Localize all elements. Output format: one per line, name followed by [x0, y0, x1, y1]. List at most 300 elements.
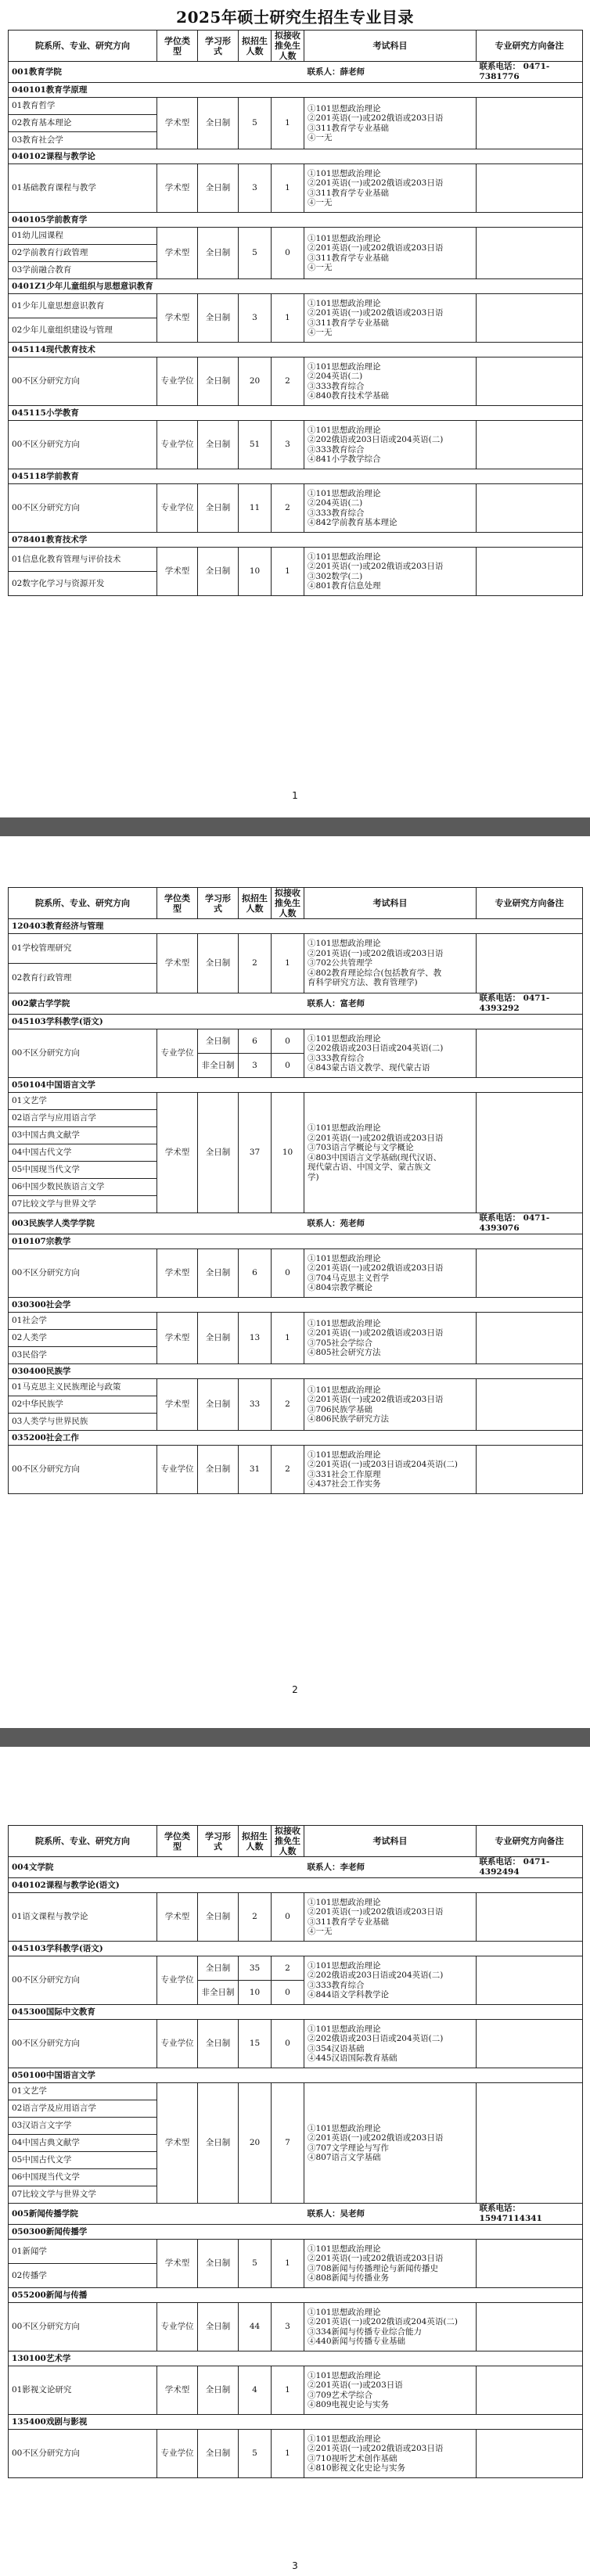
exam-subjects: [304, 548, 477, 596]
direction-name: 03中国古典文献学: [9, 1127, 157, 1144]
exam-line: ②202俄语或203日语或204英语(二): [308, 435, 444, 444]
direction-name: 02人类学: [9, 1330, 157, 1347]
direction-row: [9, 484, 583, 533]
direction-row: [9, 2020, 583, 2068]
major-row: [9, 279, 583, 294]
exam-line: ①101思想政治理论: [308, 1450, 381, 1460]
degree-type: 学术型: [157, 1249, 198, 1298]
direction-row: [9, 1029, 583, 1054]
study-mode: 全日制: [198, 1379, 239, 1431]
direction-name: 06中国现当代文学: [9, 2169, 157, 2186]
recommended-count: 3: [272, 2303, 304, 2351]
college-name: 004文学院: [9, 1857, 239, 1878]
exam-line: ①101思想政治理论: [308, 2370, 381, 2380]
direction-notes: [477, 421, 583, 469]
major-row: [9, 406, 583, 421]
exam-line: ①101思想政治理论: [308, 2244, 381, 2254]
exam-line: ②201英语(一)或202俄语或203日语: [308, 948, 444, 958]
exam-line: ④一无: [308, 328, 333, 337]
direction-name: 03汉语言文字学: [9, 2118, 157, 2135]
direction-name: 04中国古代文学: [9, 1144, 157, 1162]
college-contact: 联系人：富老师: [304, 993, 477, 1015]
planned-count: 3: [239, 294, 272, 343]
major-row: [9, 2225, 583, 2240]
catalog-page-1: [0, 0, 590, 817]
exam-line: ①101思想政治理论: [308, 2123, 381, 2133]
header-row: [9, 888, 583, 919]
study-mode: 全日制: [198, 294, 239, 343]
exam-line: ②201英语(一)或202俄语或203日语: [308, 178, 444, 188]
exam-line: ④一无: [308, 1927, 333, 1936]
exam-line: ①101思想政治理论: [308, 1123, 381, 1133]
direction-notes: [477, 1893, 583, 1942]
direction-name: 00不区分研究方向: [9, 2303, 157, 2351]
study-mode: 全日制: [198, 2083, 239, 2204]
direction-name: 05中国现当代文学: [9, 1162, 157, 1179]
college-contact: 联系人：李老师: [304, 1857, 477, 1878]
major-row: [9, 2288, 583, 2303]
degree-type: 学术型: [157, 1893, 198, 1942]
exam-subjects: [304, 2303, 477, 2351]
exam-line: ③302数学(二): [308, 571, 363, 581]
direction-notes: [477, 2303, 583, 2351]
recommended-count: 2: [272, 1379, 304, 1431]
exam-line: ①101思想政治理论: [308, 1960, 381, 1971]
direction-notes: [477, 2083, 583, 2204]
exam-line: ③333教育综合: [308, 381, 365, 391]
planned-count: 15: [239, 2020, 272, 2068]
direction-notes: [477, 934, 583, 993]
column-header: 院系所、专业、研究方向: [9, 1826, 157, 1857]
page-number: 3: [292, 2560, 298, 2571]
recommended-count: 0: [272, 1893, 304, 1942]
exam-line: ①101思想政治理论: [308, 1033, 381, 1044]
exam-line: ②204英语(二): [308, 372, 363, 381]
planned-count: 20: [239, 357, 272, 406]
study-mode: 全日制: [198, 548, 239, 596]
exam-line: ③709艺术学综合: [308, 2390, 373, 2400]
exam-subjects: [304, 2366, 477, 2415]
exam-line: ③333教育综合: [308, 508, 365, 518]
direction-row: [9, 2083, 583, 2100]
exam-subjects: [304, 1313, 477, 1364]
exam-line: ③311教育学专业基础: [308, 1917, 390, 1927]
major-row: [9, 533, 583, 548]
exam-line: ④445汉语国际教育基础: [308, 2053, 398, 2063]
exam-line: ④840教育技术学基础: [308, 391, 390, 401]
exam-line: ④808新闻与传播业务: [308, 2273, 390, 2283]
study-mode: 全日制: [198, 98, 239, 149]
exam-line: ①101思想政治理论: [308, 168, 381, 178]
exam-line: ②204英语(二): [308, 498, 363, 508]
study-mode: 全日制: [198, 1313, 239, 1364]
exam-line: 学): [308, 1172, 319, 1182]
exam-subjects: [304, 421, 477, 469]
degree-type: 专业学位: [157, 421, 198, 469]
study-mode: 全日制: [198, 1956, 239, 1981]
recommended-count: 0: [272, 1054, 304, 1078]
column-header: 拟接收推免生人数: [272, 888, 304, 919]
direction-row: [9, 1379, 583, 1396]
degree-type: 学术型: [157, 548, 198, 596]
planned-count: 11: [239, 484, 272, 533]
study-mode: 全日制: [198, 934, 239, 993]
major-row: [9, 1942, 583, 1956]
catalog-table-page-3: [8, 1825, 583, 2478]
recommended-count: 1: [272, 98, 304, 149]
column-header: 拟招生人数: [239, 31, 272, 62]
degree-type: 学术型: [157, 98, 198, 149]
direction-name: 02学前教育行政管理: [9, 245, 157, 262]
exam-line: ④809电视史论与实务: [308, 2400, 390, 2409]
major-row: [9, 469, 583, 484]
recommended-count: 0: [272, 228, 304, 279]
study-mode: 非全日制: [198, 1054, 239, 1078]
recommended-count: 2: [272, 357, 304, 406]
college-contact: 联系人：薛老师: [304, 62, 477, 83]
column-header: 学位类型: [157, 888, 198, 919]
exam-line: ②201英语(一)或202俄语或203日语: [308, 1907, 444, 1917]
direction-notes: [477, 2020, 583, 2068]
exam-line: ④437社会工作实务: [308, 1479, 381, 1489]
study-mode: 全日制: [198, 2430, 239, 2478]
direction-name: 01文艺学: [9, 1093, 157, 1110]
direction-name: 01教育哲学: [9, 98, 157, 115]
exam-line: ①101思想政治理论: [308, 939, 381, 949]
page-number: 1: [292, 790, 298, 801]
exam-line: ③706民族学基础: [308, 1404, 373, 1414]
planned-count: 2: [239, 1893, 272, 1942]
exam-line: ①101思想政治理论: [308, 551, 381, 562]
planned-count: 33: [239, 1379, 272, 1431]
direction-row: [9, 1313, 583, 1330]
degree-type: 专业学位: [157, 1956, 198, 2005]
direction-name: 00不区分研究方向: [9, 2430, 157, 2478]
direction-notes: [477, 1313, 583, 1364]
column-header: 专业研究方向备注: [477, 1826, 583, 1857]
exam-line: ④440新闻与传播专业基础: [308, 2337, 406, 2346]
study-mode: 全日制: [198, 164, 239, 213]
major-name: 045300国际中文教育: [9, 2005, 583, 2020]
exam-line: ③705社会学综合: [308, 1338, 373, 1348]
direction-name: 00不区分研究方向: [9, 1446, 157, 1494]
catalog-page-3: [0, 1747, 590, 2576]
direction-name: 02少年儿童组织建设与管理: [9, 318, 157, 343]
exam-line: ②201英语(一)或202俄语或203日语: [308, 2254, 444, 2263]
major-row: [9, 1015, 583, 1029]
recommended-count: 1: [272, 294, 304, 343]
page-number: 2: [292, 1684, 298, 1695]
column-header: 专业研究方向备注: [477, 888, 583, 919]
column-header: 学位类型: [157, 1826, 198, 1857]
planned-count: 5: [239, 98, 272, 149]
direction-name: 03民俗学: [9, 1347, 157, 1364]
exam-line: ①101思想政治理论: [308, 2024, 381, 2034]
degree-type: 专业学位: [157, 2020, 198, 2068]
college-row: [9, 2204, 583, 2225]
college-phone: 联系电话： 15947114341: [477, 2204, 583, 2225]
degree-type: 学术型: [157, 1379, 198, 1431]
study-mode: 全日制: [198, 2366, 239, 2415]
column-header: 拟接收推免生人数: [272, 1826, 304, 1857]
exam-subjects: [304, 164, 477, 213]
column-header: 学习形式: [198, 1826, 239, 1857]
direction-row: [9, 228, 583, 245]
degree-type: 学术型: [157, 1313, 198, 1364]
major-name: 0401Z1少年儿童组织与思想意识教育: [9, 279, 583, 294]
direction-name: 00不区分研究方向: [9, 1249, 157, 1298]
college-row: [9, 62, 583, 83]
direction-name: 00不区分研究方向: [9, 1029, 157, 1078]
document-title: 2025年硕士研究生招生专业目录: [176, 8, 414, 27]
direction-notes: [477, 2240, 583, 2288]
planned-count: 10: [239, 1981, 272, 2005]
college-row: [9, 1857, 583, 1878]
direction-name: 00不区分研究方向: [9, 421, 157, 469]
major-name: 045103学科教学(语文): [9, 1942, 583, 1956]
catalog-page-2: [0, 836, 590, 1728]
major-row: [9, 1078, 583, 1093]
major-row: [9, 1234, 583, 1249]
column-header: 学习形式: [198, 31, 239, 62]
exam-line: ④804宗教学概论: [308, 1283, 373, 1292]
exam-line: ①101思想政治理论: [308, 1253, 381, 1263]
recommended-count: 1: [272, 2430, 304, 2478]
major-name: 078401教育技术学: [9, 533, 583, 548]
exam-line: ④一无: [308, 198, 333, 207]
exam-line: ④810影视文化史论与实务: [308, 2463, 406, 2473]
recommended-count: 3: [272, 421, 304, 469]
direction-notes: [477, 228, 583, 279]
major-row: [9, 1431, 583, 1446]
college-phone: 联系电话： 0471-7381776: [477, 62, 583, 83]
exam-line: 现代蒙古语、中国文学、蒙古族文: [308, 1162, 431, 1172]
degree-type: 学术型: [157, 2083, 198, 2204]
direction-name: 00不区分研究方向: [9, 357, 157, 406]
catalog-table-page-1: [8, 30, 583, 596]
column-header: 专业研究方向备注: [477, 31, 583, 62]
direction-name: 00不区分研究方向: [9, 2020, 157, 2068]
major-name: 040105学前教育学: [9, 213, 583, 228]
direction-notes: [477, 1379, 583, 1431]
direction-name: 04中国古典文献学: [9, 2135, 157, 2152]
recommended-count: 2: [272, 484, 304, 533]
direction-name: 03人类学与世界民族: [9, 1414, 157, 1431]
direction-name: 06中国少数民族语言文学: [9, 1179, 157, 1196]
major-row: [9, 1878, 583, 1893]
direction-row: [9, 164, 583, 213]
direction-name: 01社会学: [9, 1313, 157, 1330]
direction-row: [9, 357, 583, 406]
recommended-count: 7: [272, 2083, 304, 2204]
exam-line: ③311教育学专业基础: [308, 188, 390, 198]
exam-line: ③702公共管理学: [308, 958, 373, 968]
major-row: [9, 1364, 583, 1379]
direction-notes: [477, 357, 583, 406]
exam-subjects: [304, 1249, 477, 1298]
recommended-count: 2: [272, 1956, 304, 1981]
exam-line: ②201英语(一)或202俄语或203日语: [308, 2133, 444, 2143]
exam-line: ②201英语(一)或202俄语或203日语: [308, 113, 444, 123]
direction-notes: [477, 98, 583, 149]
exam-line: ④805社会研究方法: [308, 1348, 381, 1357]
column-header: 拟招生人数: [239, 888, 272, 919]
exam-line: ①101思想政治理论: [308, 361, 381, 372]
exam-line: ③333教育综合: [308, 1053, 365, 1063]
degree-type: 学术型: [157, 2366, 198, 2415]
major-name: 045115小学教育: [9, 406, 583, 421]
exam-subjects: [304, 1379, 477, 1431]
recommended-count: 1: [272, 1313, 304, 1364]
college-contact: 联系人：吴老师: [304, 2204, 477, 2225]
exam-line: ②201英语(一)或202俄语或203日语: [308, 243, 444, 253]
college-row: [9, 1213, 583, 1234]
exam-line: ②201英语(一)或202俄语或203日语: [308, 308, 444, 318]
planned-count: 44: [239, 2303, 272, 2351]
exam-subjects: [304, 484, 477, 533]
exam-line: ①101思想政治理论: [308, 298, 381, 308]
major-name: 120403教育经济与管理: [9, 919, 583, 934]
degree-type: 专业学位: [157, 2303, 198, 2351]
direction-name: 01幼儿园课程: [9, 228, 157, 245]
direction-notes: [477, 484, 583, 533]
direction-name: 02教育基本理论: [9, 115, 157, 132]
direction-name: 01信息化教育管理与评价技术: [9, 548, 157, 572]
exam-line: ②201英语(一)或202俄语或203日语: [308, 1395, 444, 1404]
direction-notes: [477, 1249, 583, 1298]
major-row: [9, 2351, 583, 2366]
major-name: 050100中国语言文学: [9, 2068, 583, 2083]
college-phone: 联系电话： 0471-4392494: [477, 1857, 583, 1878]
exam-line: ④841小学教学综合: [308, 454, 381, 464]
planned-count: 5: [239, 2430, 272, 2478]
planned-count: 51: [239, 421, 272, 469]
exam-line: ③333教育综合: [308, 444, 365, 454]
exam-line: ①101思想政治理论: [308, 233, 381, 243]
major-row: [9, 2068, 583, 2083]
direction-row: [9, 2366, 583, 2415]
exam-line: ③311教育学专业基础: [308, 123, 390, 133]
major-row: [9, 919, 583, 934]
column-header: 考试科目: [304, 888, 477, 919]
exam-line: ④806民族学研究方法: [308, 1414, 390, 1424]
planned-count: 31: [239, 1446, 272, 1494]
degree-type: 学术型: [157, 164, 198, 213]
direction-name: 01学校管理研究: [9, 934, 157, 964]
exam-subjects: [304, 1446, 477, 1494]
exam-line: ③707文学理论与写作: [308, 2143, 390, 2153]
header-row: [9, 1826, 583, 1857]
exam-line: ③703语言学概论与文学概论: [308, 1143, 414, 1152]
direction-notes: [477, 294, 583, 343]
major-row: [9, 343, 583, 357]
exam-line: ④842学前教育基本理论: [308, 518, 398, 527]
direction-row: [9, 1249, 583, 1298]
direction-notes: [477, 548, 583, 596]
planned-count: 2: [239, 934, 272, 993]
major-name: 045103学科教学(语文): [9, 1015, 583, 1029]
major-name: 040102课程与教学论: [9, 149, 583, 164]
major-name: 045118学前教育: [9, 469, 583, 484]
planned-count: 20: [239, 2083, 272, 2204]
recommended-count: 0: [272, 1249, 304, 1298]
direction-name: 01文艺学: [9, 2083, 157, 2100]
exam-line: ③331社会工作原理: [308, 1469, 381, 1479]
exam-line: ③710视听艺术创作基础: [308, 2453, 398, 2463]
exam-line: ①101思想政治理论: [308, 425, 381, 435]
exam-line: ①101思想政治理论: [308, 1385, 381, 1395]
college-row: [9, 993, 583, 1015]
major-name: 030300社会学: [9, 1298, 583, 1313]
study-mode: 全日制: [198, 1249, 239, 1298]
exam-subjects: [304, 98, 477, 149]
recommended-count: 1: [272, 164, 304, 213]
exam-subjects: [304, 357, 477, 406]
exam-line: ①101思想政治理论: [308, 2434, 381, 2444]
direction-name: 07比较文学与世界文学: [9, 2186, 157, 2204]
direction-notes: [477, 1446, 583, 1494]
exam-line: ②202俄语或203日语或204英语(二): [308, 2034, 444, 2043]
direction-row: [9, 2430, 583, 2478]
planned-count: 3: [239, 164, 272, 213]
exam-line: ②202俄语或203日语或204英语(二): [308, 1044, 444, 1053]
direction-notes: [477, 1029, 583, 1078]
exam-line: ④843蒙古语文教学、现代蒙古语: [308, 1063, 430, 1072]
major-name: 055200新闻与传播: [9, 2288, 583, 2303]
column-header: 学位类型: [157, 31, 198, 62]
degree-type: 专业学位: [157, 1029, 198, 1078]
direction-row: [9, 2303, 583, 2351]
column-header: 拟招生人数: [239, 1826, 272, 1857]
college-name: 005新闻传播学院: [9, 2204, 239, 2225]
direction-name: 01少年儿童思想意识教育: [9, 294, 157, 318]
major-name: 130100艺术学: [9, 2351, 583, 2366]
recommended-count: 2: [272, 1446, 304, 1494]
major-name: 010107宗教学: [9, 1234, 583, 1249]
major-name: 040101教育学原理: [9, 83, 583, 98]
exam-line: ③334新闻与传播专业综合能力: [308, 2326, 423, 2337]
study-mode: 全日制: [198, 2020, 239, 2068]
exam-line: ④801教育信息处理: [308, 581, 381, 591]
exam-line: ①101思想政治理论: [308, 103, 381, 113]
recommended-count: 0: [272, 2020, 304, 2068]
major-name: 030400民族学: [9, 1364, 583, 1379]
exam-line: ①101思想政治理论: [308, 1318, 381, 1328]
exam-subjects: [304, 1956, 477, 2005]
degree-type: 学术型: [157, 1093, 198, 1213]
degree-type: 专业学位: [157, 2430, 198, 2478]
college-name: 002蒙古学学院: [9, 993, 239, 1015]
direction-row: [9, 1093, 583, 1110]
exam-line: ②201英语(一)或203日语: [308, 2380, 403, 2390]
planned-count: 6: [239, 1029, 272, 1054]
study-mode: 全日制: [198, 2240, 239, 2288]
major-name: 035200社会工作: [9, 1431, 583, 1446]
exam-subjects: [304, 294, 477, 343]
planned-count: 6: [239, 1249, 272, 1298]
exam-line: ④807语言文学基础: [308, 2153, 381, 2162]
degree-type: 学术型: [157, 934, 198, 993]
exam-subjects: [304, 2020, 477, 2068]
direction-name: 02数字化学习与资源开发: [9, 572, 157, 596]
exam-line: ③311教育学专业基础: [308, 253, 390, 263]
degree-type: 专业学位: [157, 484, 198, 533]
exam-subjects: [304, 934, 477, 993]
major-row: [9, 1298, 583, 1313]
exam-subjects: [304, 1893, 477, 1942]
planned-count: 37: [239, 1093, 272, 1213]
college-name: 003民族学人类学学院: [9, 1213, 239, 1234]
